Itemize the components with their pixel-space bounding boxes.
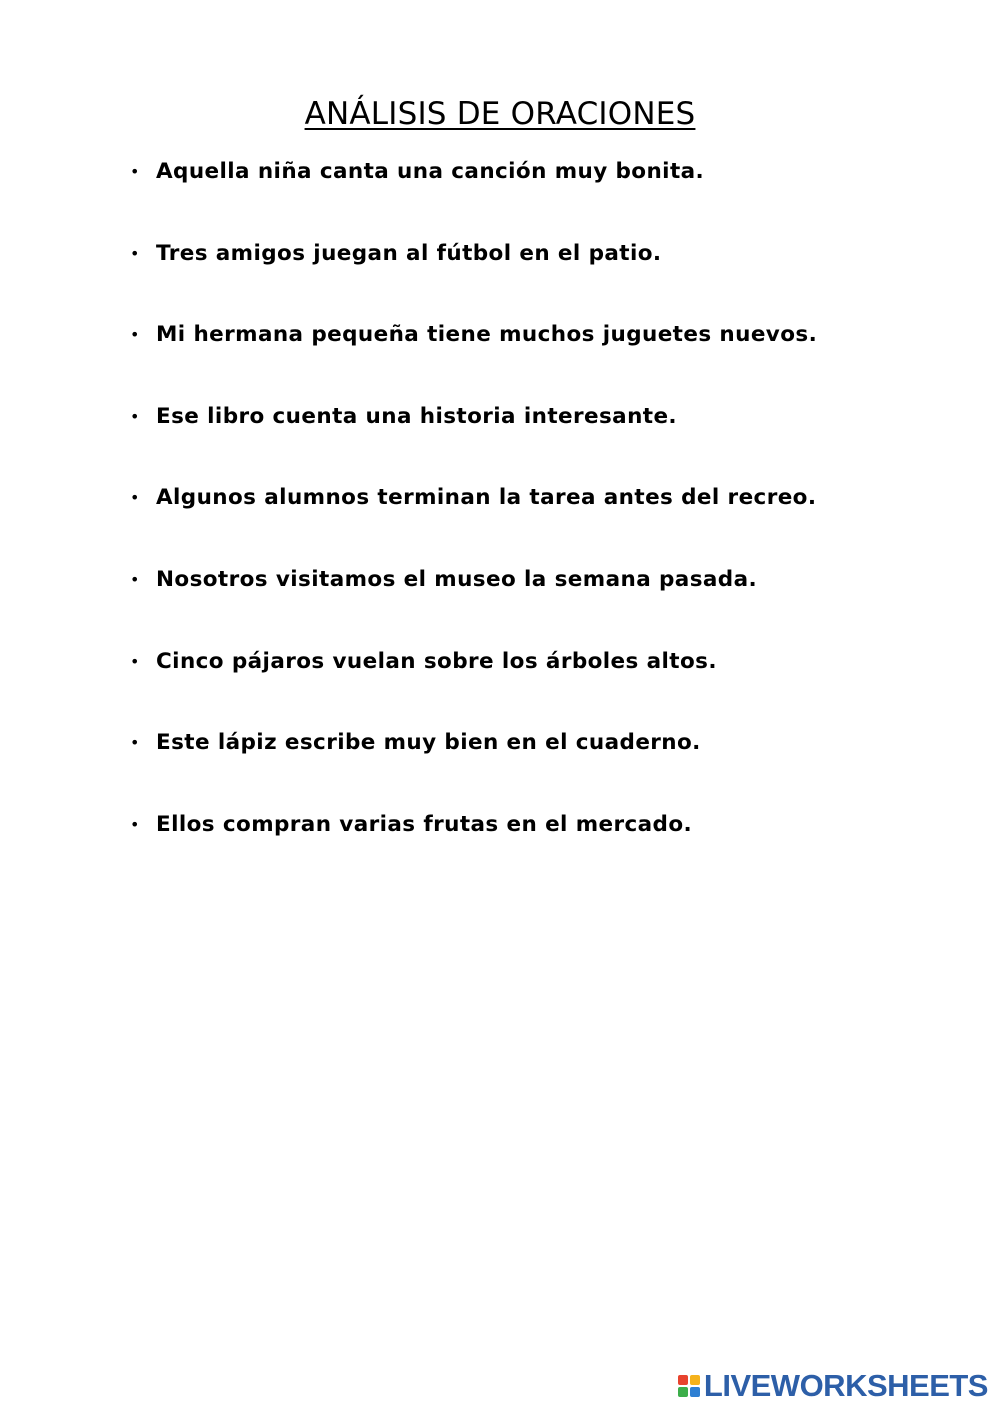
bullet-icon: • <box>130 814 140 834</box>
list-item <box>126 808 946 890</box>
logo-tile <box>690 1387 700 1397</box>
liveworksheets-brand[interactable] <box>678 1366 988 1406</box>
bullet-icon: • <box>130 406 140 426</box>
sentence-text: Este lápiz escribe muy bien en el cuaderno. <box>156 730 701 756</box>
sentence-text: Tres amigos juegan al fútbol en el patio. <box>156 240 662 266</box>
sentence-list <box>126 155 946 889</box>
page-title: ANÁLISIS DE ORACIONES <box>304 96 696 132</box>
list-item <box>126 563 946 645</box>
sentence-text: Algunos alumnos terminan la tarea antes del recreo. <box>156 485 817 511</box>
sentence-text: Ellos compran varias frutas en el mercado. <box>156 811 693 837</box>
bullet-icon: • <box>130 325 140 345</box>
logo-tile <box>690 1375 700 1385</box>
list-item <box>126 400 946 482</box>
liveworksheets-logo-icon <box>678 1375 700 1397</box>
brand-text: LIVEWORKSHEETS <box>703 1368 988 1403</box>
list-item <box>126 726 946 808</box>
sentence-text: Nosotros visitamos el museo la semana pasada. <box>156 566 758 592</box>
bullet-icon: • <box>130 162 140 181</box>
logo-tile <box>678 1375 688 1385</box>
list-item <box>126 237 946 319</box>
list-item <box>126 645 946 727</box>
bullet-icon: • <box>130 243 140 263</box>
bullet-icon: • <box>130 569 140 589</box>
bullet-icon: • <box>130 488 140 508</box>
list-item <box>126 155 946 237</box>
list-item <box>126 318 946 400</box>
sentence-text: Cinco pájaros vuelan sobre los árboles altos. <box>156 648 717 674</box>
sentence-text: Aquella niña canta una canción muy bonita. <box>156 159 705 184</box>
sentence-text: Mi hermana pequeña tiene muchos juguetes nuevos. <box>156 322 818 348</box>
logo-tile <box>678 1387 688 1397</box>
sentence-text: Ese libro cuenta una historia interesante. <box>156 403 677 429</box>
bullet-icon: • <box>130 733 140 753</box>
list-item <box>126 481 946 563</box>
bullet-icon: • <box>130 651 140 671</box>
